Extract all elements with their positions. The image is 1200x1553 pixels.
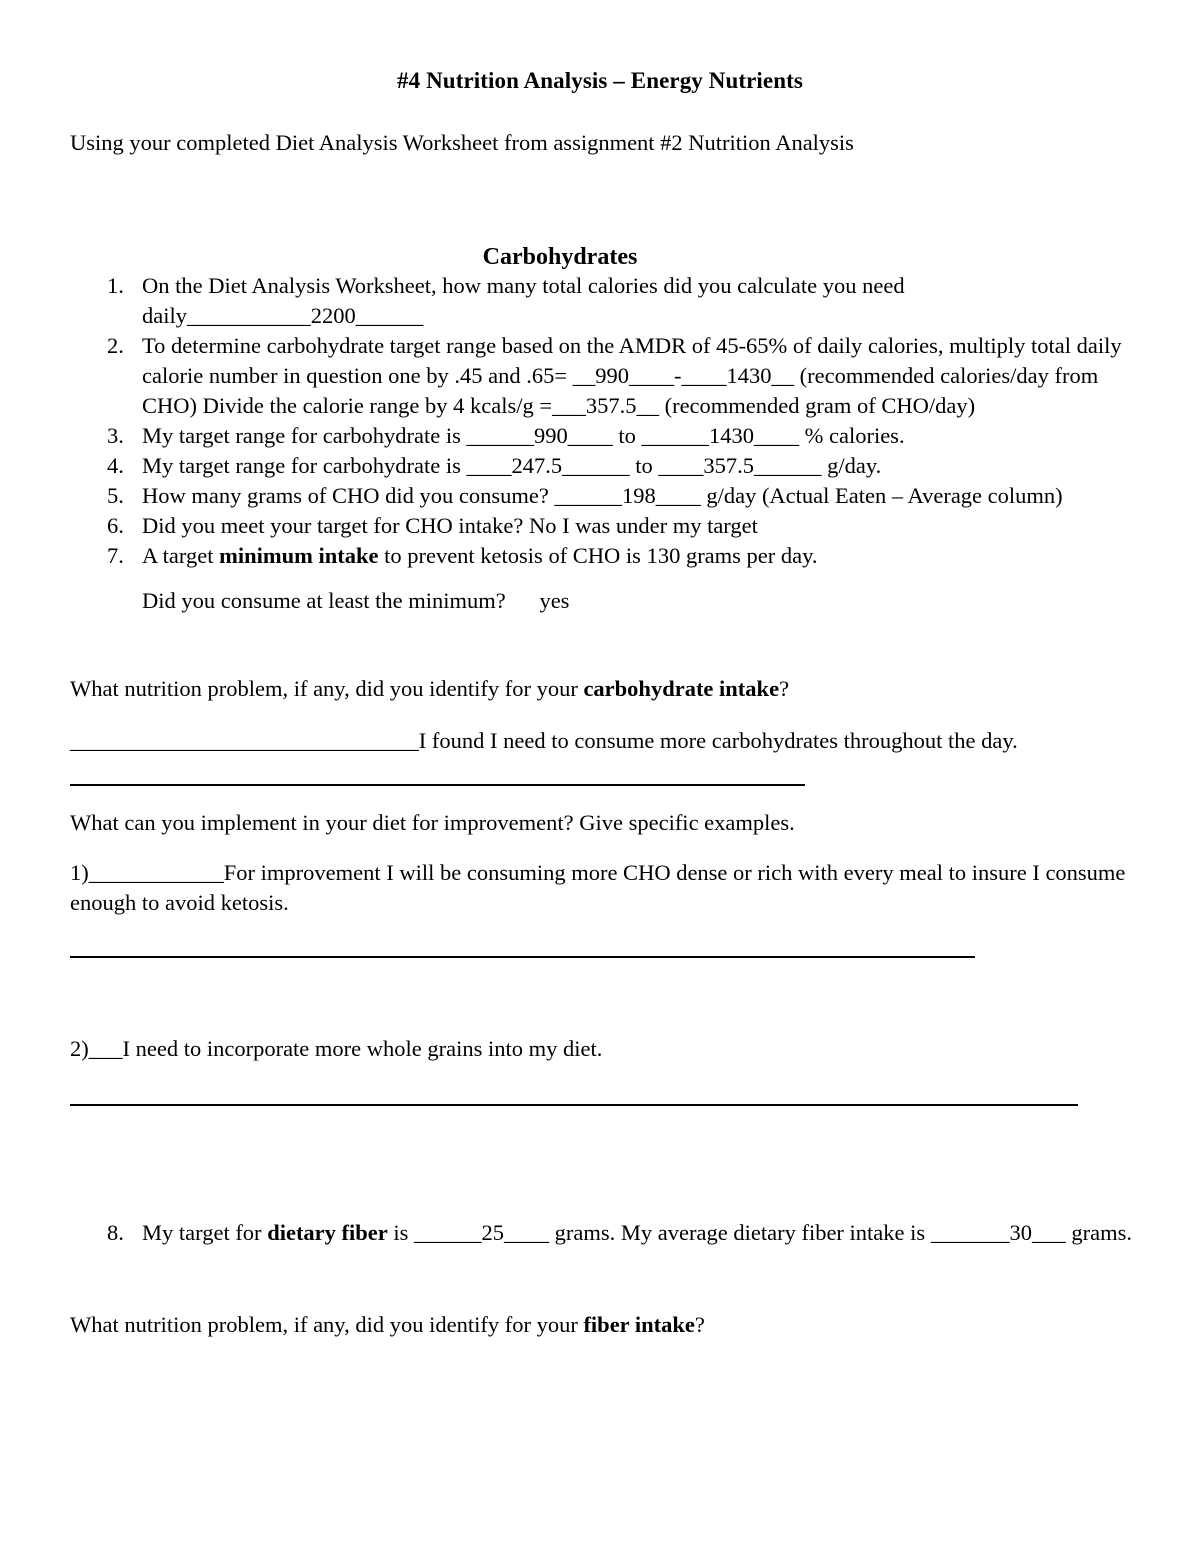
question-5-value[interactable]: 198 [621, 483, 656, 508]
question-4-middle: to [629, 453, 659, 478]
question-1-line1: On the Diet Analysis Worksheet, how many total calories did you calculate you need [142, 273, 905, 298]
question-1-number: 1. [107, 273, 124, 298]
improvement-item-2-number: 2) [70, 1036, 89, 1061]
question-2-blank-high-before[interactable]: ____ [681, 363, 727, 388]
carbohydrate-problem-question [0, 616, 1200, 704]
question-8-blank2-after[interactable]: ___ [1032, 1220, 1066, 1245]
question-4-suffix: g/day. [821, 453, 882, 478]
question-2-number: 2. [107, 333, 124, 358]
question-3 [0, 421, 1200, 451]
question-4-value1[interactable]: 247.5 [511, 453, 563, 478]
fiber-problem-question-suffix: ? [694, 1312, 705, 1337]
carbohydrate-problem-question-suffix: ? [779, 676, 790, 701]
question-3-blank1-after[interactable]: ____ [567, 423, 613, 448]
question-8-blank2-before[interactable]: _______ [930, 1220, 1010, 1245]
question-1-blank-after[interactable]: ______ [355, 303, 424, 328]
question-8 [0, 1218, 1200, 1248]
improvement-item-2 [0, 958, 1200, 1064]
question-2-text-part3: (recommended gram of CHO/day) [658, 393, 976, 418]
question-8-suffix: grams. [1071, 1220, 1133, 1245]
question-8-blank1-after[interactable]: ____ [504, 1220, 550, 1245]
question-5 [0, 481, 1200, 511]
question-6-number: 6. [107, 513, 124, 538]
question-3-prefix: My target range for carbohydrate is [142, 423, 467, 448]
fiber-question-list [0, 1218, 1200, 1248]
question-4-prefix: My target range for carbohydrate is [142, 453, 467, 478]
question-3-blank2-after[interactable]: ____ [753, 423, 799, 448]
question-3-value1[interactable]: 990 [533, 423, 568, 448]
question-3-value2[interactable]: 1430 [708, 423, 754, 448]
question-2-answer-high[interactable]: 1430 [726, 363, 772, 388]
question-2-blank-low-before[interactable]: __ [572, 363, 596, 388]
fiber-problem-question [0, 1248, 1200, 1340]
question-6-prefix: Did you meet your target for CHO intake? [142, 513, 529, 538]
fiber-problem-question-prefix: What nutrition problem, if any, did you identify for your [70, 1312, 584, 1337]
question-2-answer-grams[interactable]: 357.5 [585, 393, 637, 418]
question-8-blank1-before[interactable]: ______ [414, 1220, 482, 1245]
improvement-item-1 [0, 838, 1200, 918]
fiber-problem-bold-term: fiber intake [583, 1312, 695, 1337]
question-7-subline-gap [506, 588, 540, 613]
improvement-item-2-blank[interactable]: ___ [88, 1036, 123, 1061]
section-heading-carbohydrates: Carbohydrates [482, 244, 638, 270]
question-4-blank2-after[interactable]: ______ [753, 453, 822, 478]
question-6-answer[interactable]: No I was under my target [528, 513, 758, 538]
question-4 [0, 451, 1200, 481]
question-4-blank2-before[interactable]: ____ [658, 453, 704, 478]
question-8-value2[interactable]: 30 [1009, 1220, 1033, 1245]
question-5-prefix: How many grams of CHO did you consume? [142, 483, 555, 508]
question-4-number: 4. [107, 453, 124, 478]
question-1-answer[interactable]: 2200 [310, 303, 356, 328]
fiber-question-wrap [0, 1106, 1200, 1248]
question-7 [0, 541, 1200, 616]
question-2-range-separator: - [673, 363, 682, 388]
question-8-value1[interactable]: 25 [481, 1220, 505, 1245]
question-7-bold-term: minimum intake [219, 543, 379, 568]
question-8-part1: My target for [142, 1220, 268, 1245]
improvement-question: What can you implement in your diet for improvement? Give specific examples. [70, 810, 795, 835]
question-3-number: 3. [107, 423, 124, 448]
question-7-number: 7. [107, 543, 124, 568]
intro-text: Using your completed Diet Analysis Worksheet from assignment #2 Nutrition Analysis [70, 130, 854, 155]
carbohydrate-answer-blank[interactable]: _______________________________ [70, 728, 419, 753]
improvement-item-1-text[interactable]: For improvement I will be consuming more CHO dense or rich with every meal to insure I consume enough to avoid ketosis. [70, 860, 1126, 915]
question-2-blank-grams-after[interactable]: __ [636, 393, 659, 418]
question-6 [0, 511, 1200, 541]
question-4-value2[interactable]: 357.5 [703, 453, 754, 478]
question-5-number: 5. [107, 483, 124, 508]
carbohydrate-problem-question-prefix: What nutrition problem, if any, did you identify for your [70, 676, 584, 701]
question-7-subline [142, 586, 1200, 616]
question-2-blank-low-after[interactable]: ____ [628, 363, 674, 388]
question-1-blank-before[interactable]: ___________ [187, 303, 311, 328]
question-4-blank1-before[interactable]: ____ [466, 453, 512, 478]
question-7-subline-question: Did you consume at least the minimum? [142, 588, 506, 613]
improvement-item-1-number: 1) [70, 860, 89, 885]
question-2-answer-low[interactable]: 990 [595, 363, 629, 388]
carbohydrate-problem-bold-term: carbohydrate intake [583, 676, 780, 701]
page-title: #4 Nutrition Analysis – Energy Nutrients [397, 68, 803, 93]
carbohydrate-answer-text[interactable]: I found I need to consume more carbohydrates throughout the day. [418, 728, 1018, 753]
carbohydrate-problem-answer [0, 704, 1200, 756]
question-2-blank-grams-before[interactable]: ___ [552, 393, 586, 418]
question-4-blank1-after[interactable]: ______ [562, 453, 630, 478]
question-7-part2: to prevent ketosis of CHO is 130 grams per day. [378, 543, 818, 568]
question-8-bold-term: dietary fiber [267, 1220, 388, 1245]
question-3-blank2-before[interactable]: ______ [641, 423, 709, 448]
question-8-number: 8. [107, 1220, 124, 1245]
question-2-text-part1: To determine carbohydrate target range based on the AMDR of 45-65% of daily calories, multiply total daily calorie number in question one by .45 and .65= [142, 333, 1122, 388]
question-5-blank-after[interactable]: ____ [655, 483, 701, 508]
question-3-middle: to [612, 423, 642, 448]
question-2-blank-high-after[interactable]: __ [771, 363, 794, 388]
question-2 [0, 331, 1200, 421]
improvement-item-2-text[interactable]: I need to incorporate more whole grains into my diet. [122, 1036, 603, 1061]
question-5-suffix: g/day (Actual Eaten – Average column) [700, 483, 1063, 508]
question-7-subline-answer[interactable]: yes [539, 588, 570, 613]
question-8-part2: is [387, 1220, 415, 1245]
question-1-label: daily [142, 303, 187, 328]
question-8-middle: grams. My average dietary fiber intake is [549, 1220, 931, 1245]
question-3-blank1-before[interactable]: ______ [466, 423, 534, 448]
question-2-text-part2: (recommended calories/day from CHO) Divide the calorie range by 4 kcals/g = [142, 363, 1099, 418]
question-7-part1: A target [142, 543, 220, 568]
question-3-suffix: % calories. [798, 423, 905, 448]
carbohydrate-question-list [0, 271, 1200, 616]
improvement-item-1-blank[interactable]: ____________ [88, 860, 224, 885]
question-5-blank-before[interactable]: ______ [554, 483, 622, 508]
question-1 [0, 271, 1200, 331]
